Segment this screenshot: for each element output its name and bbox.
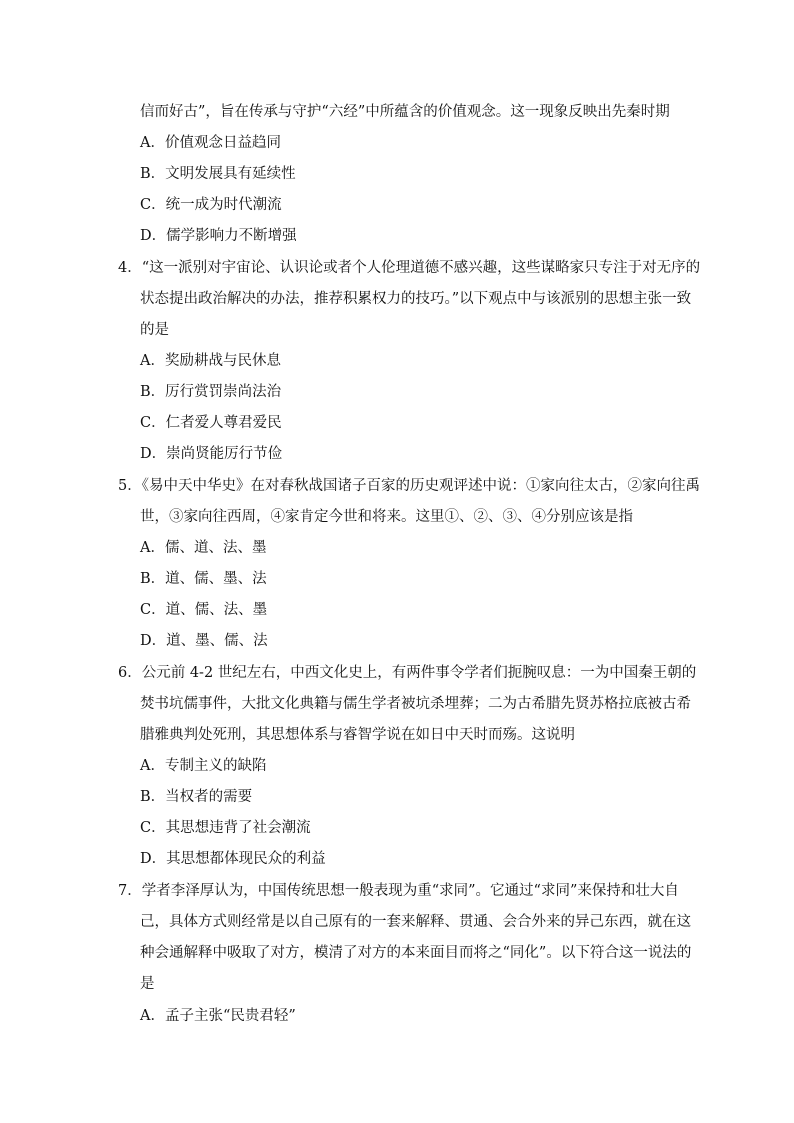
q6-option-a: A．专制主义的缺陷 bbox=[140, 758, 267, 774]
q3-stem-line: 信而好古”，旨在传承与守护“六经”中所蕴含的价值观念。这一现象反映出先秦时期 bbox=[140, 104, 670, 120]
q5-option-a: A．儒、道、法、墨 bbox=[140, 540, 267, 556]
q7-stem-line-3: 种会通解释中吸取了对方，模清了对方的本来面目而将之“同化”。以下符合这一说法的 bbox=[140, 945, 692, 961]
q7-option-a: A．孟子主张“民贵君轻” bbox=[140, 1008, 296, 1024]
q4-option-c: C．仁者爱人尊君爱民 bbox=[140, 415, 282, 431]
q6-stem-line-2: 焚书坑儒事件，大批文化典籍与儒生学者被坑杀埋葬；二为古希腊先贤苏格拉底被古希 bbox=[140, 696, 691, 712]
q6-option-d: D．其思想都体现民众的利益 bbox=[140, 851, 326, 867]
q3-option-c: C．统一成为时代潮流 bbox=[140, 197, 282, 213]
q5-option-c: C．道、儒、法、墨 bbox=[140, 602, 268, 618]
q3-option-b: B．文明发展具有延续性 bbox=[140, 166, 296, 182]
q4-stem-line-3: 的是 bbox=[140, 322, 169, 338]
q3-option-a: A．价值观念日益趋同 bbox=[140, 135, 281, 151]
q4-option-a: A．奖励耕战与民休息 bbox=[140, 353, 281, 369]
q4-stem-line-1: 4．“这一派别对宇宙论、认识论或者个人伦理道德不感兴趣，这些谋略家只专注于对无序的 bbox=[118, 260, 701, 276]
q6-option-c: C．其思想违背了社会潮流 bbox=[140, 820, 311, 836]
q4-stem-line-2: 状态提出政治解决的办法，推荐积累权力的技巧。”以下观点中与该派别的思想主张一致 bbox=[140, 291, 692, 307]
q6-option-b: B．当权者的需要 bbox=[140, 789, 253, 805]
q5-option-b: B．道、儒、墨、法 bbox=[140, 571, 267, 587]
q5-stem-line-1: 5．《易中天中华史》在对春秋战国诸子百家的历史观评述中说：①家向往太古，②家向往禹 bbox=[118, 478, 700, 494]
q5-option-d: D．道、墨、儒、法 bbox=[140, 633, 268, 649]
q6-stem-line-1: 6．公元前 4-2 世纪左右，中西文化史上，有两件事令学者们扼腕叹息：一为中国秦王朝的 bbox=[118, 665, 697, 681]
q7-stem-line-4: 是 bbox=[140, 976, 155, 992]
q6-stem-line-3: 腊雅典判处死刑，其思想体系与睿智学说在如日中天时而殇。这说明 bbox=[140, 727, 575, 743]
q4-option-b: B．厉行赏罚崇尚法治 bbox=[140, 384, 282, 400]
q7-stem-line-2: 己，具体方式则经常是以自己原有的一套来解释、贯通、会合外来的异己东西，就在这 bbox=[140, 914, 691, 930]
q5-stem-line-2: 世，③家向往西周，④家肯定今世和将来。这里①、②、③、④分别应该是指 bbox=[140, 509, 633, 525]
q7-stem-line-1: 7．学者李泽厚认为，中国传统思想一般表现为重“求同”。它通过“求同”来保持和壮大自 bbox=[118, 883, 679, 899]
q3-option-d: D．儒学影响力不断增强 bbox=[140, 228, 297, 244]
q4-option-d: D．崇尚贤能厉行节俭 bbox=[140, 446, 283, 462]
